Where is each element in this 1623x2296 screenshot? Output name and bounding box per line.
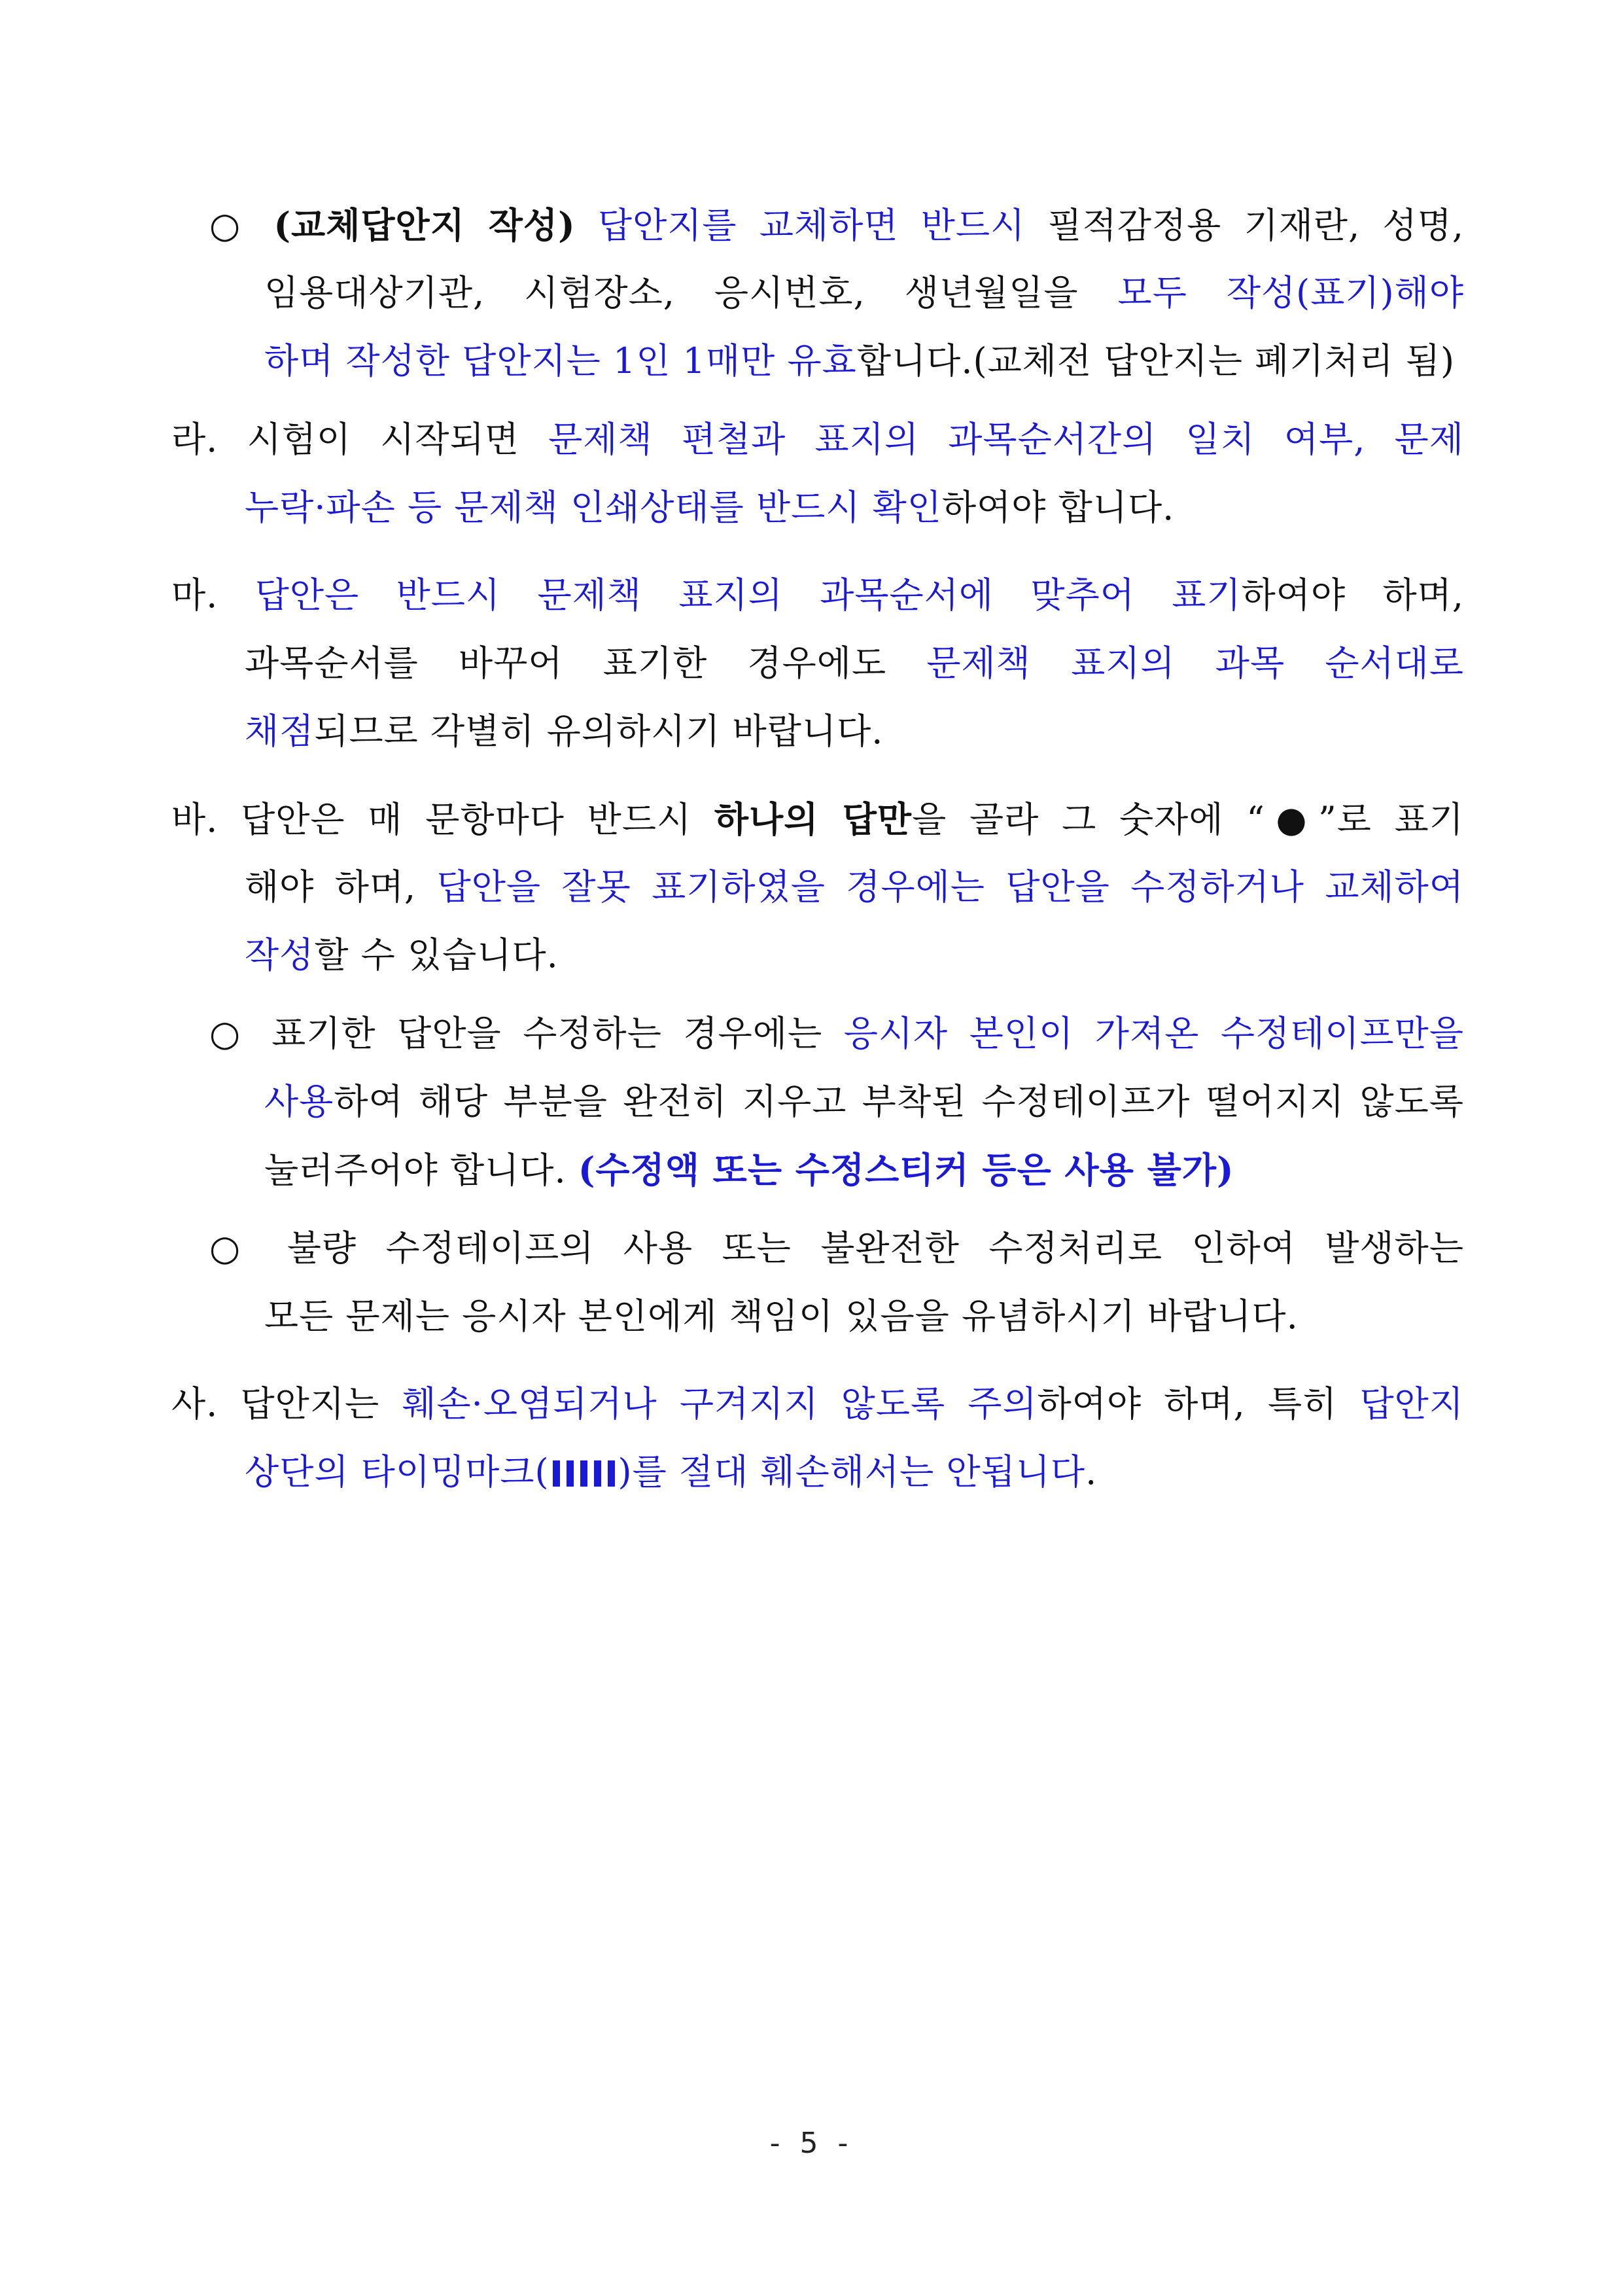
sub-fix-line-1 [209,1013,1464,1055]
item-text: 하여야 하며, [1241,574,1464,616]
sub-emphasis: 응시자 본인이 가져온 수정테이프만을 [843,1013,1465,1054]
item-text: 을 골라 그 숫자에 “●”로 표기 [912,799,1464,840]
bullet-circle: ○ [209,1227,258,1269]
item-bold: 하나의 답만 [714,798,913,840]
replace-emphasis: 하며 작성한 답안지는 1인 1매만 유효 [264,340,857,381]
replace-emphasis: 답안지를 교체하면 반드시 [597,205,1026,246]
replace-emphasis: 모두 작성(표기)해야 [1117,272,1464,313]
sub-fix-line-3 [264,1149,1234,1192]
item-text: . [1085,1451,1098,1492]
sub-text: 불량 수정테이프의 사용 또는 불완전한 수정처리로 인하여 발생하는 [287,1227,1464,1269]
item-emphasis: 문제책 표지의 과목 순서대로 [926,643,1464,684]
item-text: 되므로 각별히 유의하시기 바랍니다. [314,711,884,752]
item-marker: 바. [171,799,218,840]
item-ma-line-1 [171,574,1464,616]
sub-text: 표기한 답안을 수정하는 경우에는 [271,1013,823,1054]
sub-fix-line-2 [264,1081,1464,1123]
item-text: 하여야 합니다. [941,487,1175,528]
item-ra-line-2 [245,487,1174,529]
item-text: 시험이 시작되면 [247,419,519,460]
item-ma-line-2 [245,643,1464,684]
item-sa-line-1 [171,1383,1464,1425]
item-text: 과목순서를 바꾸어 표기한 경우에도 [245,643,887,684]
sub-bad-line-1 [209,1227,1464,1269]
sub-emphasis: 사용 [264,1081,334,1122]
timing-mark [608,1460,615,1487]
sub-text: 모든 문제는 응시자 본인에게 책임이 있음을 유념하시기 바랍니다. [264,1296,1299,1337]
bullet-circle: ○ [209,205,252,246]
sub-text: 하여 해당 부분을 완전히 지우고 부착된 수정테이프가 떨어지지 않도록 [334,1081,1464,1122]
item-emphasis: 상단의 타이밍마크( [245,1451,550,1492]
item-emphasis: 답안을 잘못 표기하였을 경우에는 답안을 수정하거나 교체하여 [436,866,1464,908]
timing-mark-icon [550,1451,618,1492]
sub-bad-line-2 [264,1296,1299,1337]
timing-mark [567,1460,574,1487]
item-text: 할 수 있습니다. [314,934,559,976]
item-marker: 마. [171,574,218,616]
replace-text: 필적감정용 기재란, 성명, [1047,205,1464,246]
item-ba-line-3 [245,934,559,976]
timing-mark [594,1460,601,1487]
replace-heading: (교체답안지 작성) [273,204,576,246]
item-emphasis: 채점 [245,711,315,752]
timing-mark [553,1460,560,1487]
item-text: 답안지는 [240,1383,380,1424]
item-emphasis: 누락·파손 등 문제책 인쇄상태를 반드시 확인 [245,487,942,528]
item-marker: 라. [171,419,218,460]
item-emphasis: 답안은 반드시 문제책 표지의 과목순서에 맞추어 표기 [254,574,1242,616]
bullet-circle: ○ [209,1013,251,1054]
item-text: 하여야 하며, 특히 [1037,1383,1338,1424]
item-ra-line-1 [171,419,1464,461]
replace-text: 합니다.(교체전 답안지는 폐기처리 됨) [856,340,1456,381]
timing-mark [580,1460,587,1487]
item-text: 답안은 매 문항마다 반드시 [241,799,692,840]
replace-line-2 [264,272,1464,314]
item-emphasis: 작성 [245,934,315,976]
item-emphasis: 답안지 [1359,1383,1464,1424]
sub-emphasis: (수정액 또는 수정스티커 등은 사용 불가) [578,1149,1234,1191]
replace-line-3 [264,340,1455,382]
item-ba-line-2 [245,866,1464,908]
item-ma-line-3 [245,711,883,752]
replace-text: 임용대상기관, 시험장소, 응시번호, 생년월일을 [264,272,1079,313]
item-sa-line-2 [245,1451,1097,1493]
item-text: 해야 하며, [245,866,417,908]
item-emphasis: 문제책 편철과 표지의 과목순서간의 일치 여부, 문제 [548,419,1464,460]
page-number: - 5 - [769,2127,854,2160]
item-ba-line-1 [171,798,1464,841]
sub-text: 눌러주어야 합니다. [264,1150,567,1191]
item-emphasis: )를 절대 훼손해서는 안됩니다 [618,1451,1086,1492]
replace-line-1 [209,204,1464,247]
item-emphasis: 훼손·오염되거나 구겨지지 않도록 주의 [402,1383,1038,1424]
item-marker: 사. [171,1383,218,1424]
